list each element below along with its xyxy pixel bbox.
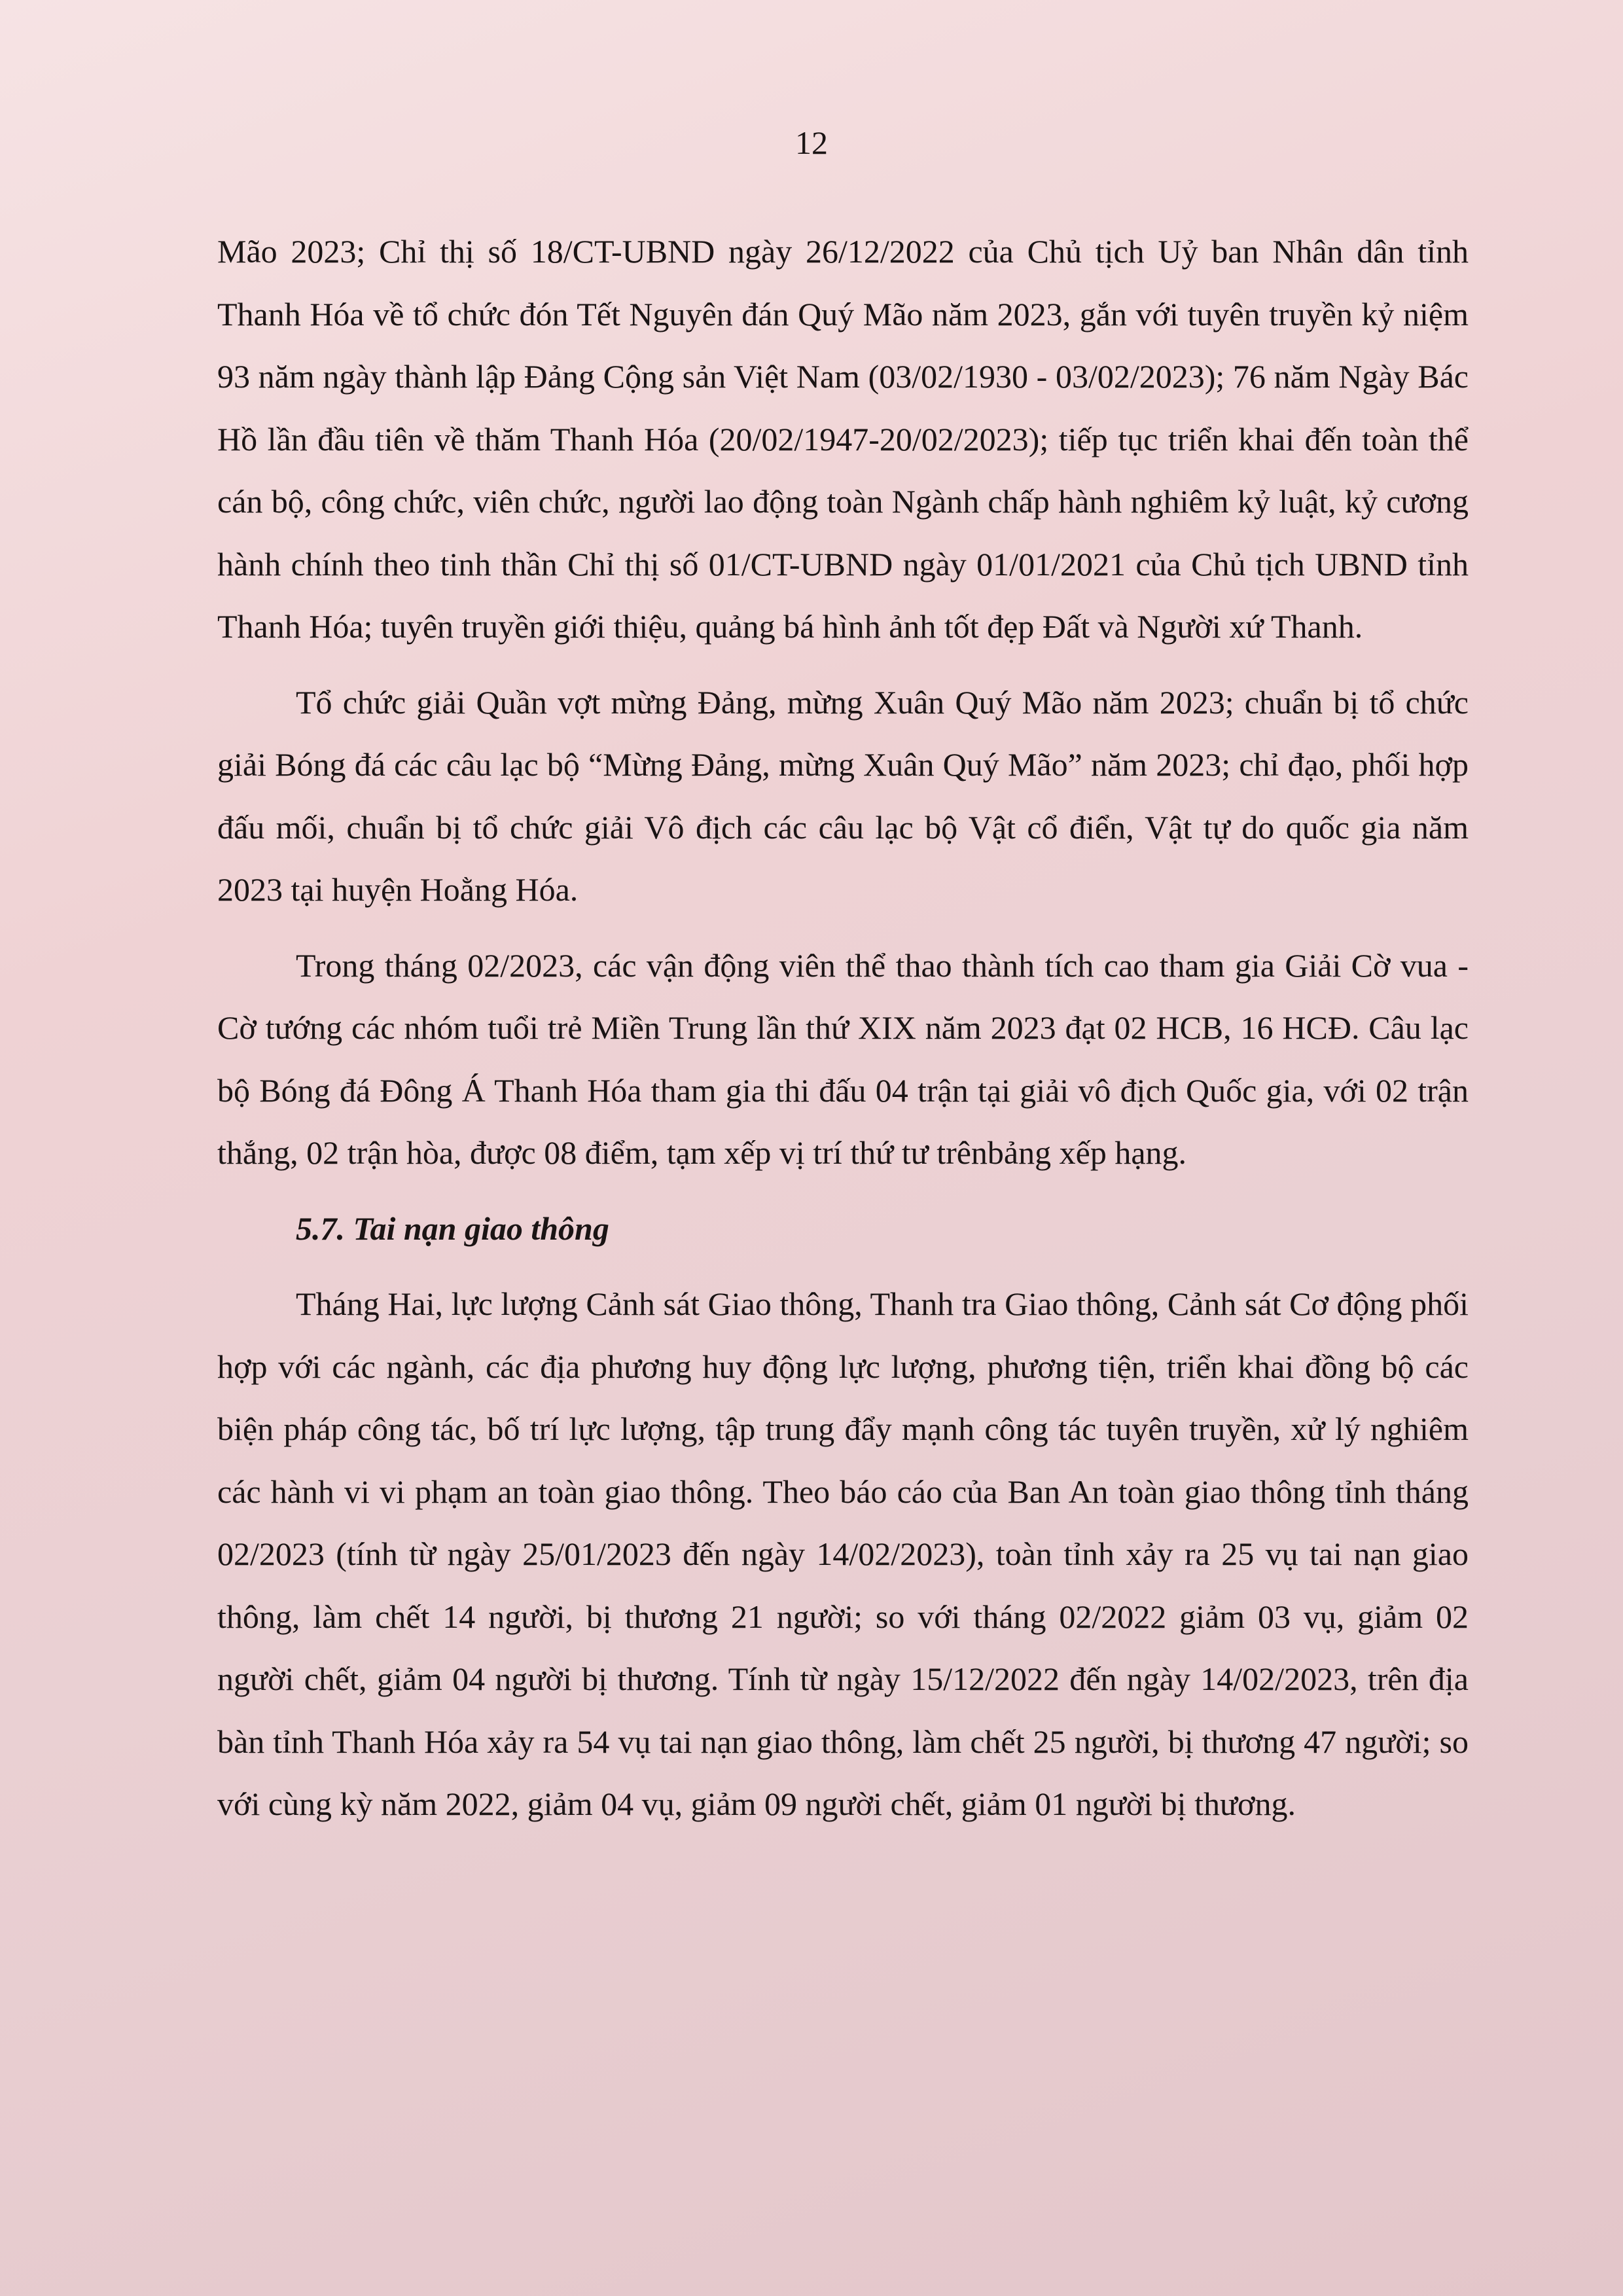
paragraph-sports-events: Tổ chức giải Quần vợt mừng Đảng, mừng Xuân Quý Mão năm 2023; chuẩn bị tổ chức giải Bóng đá các câu lạc bộ “Mừng Đảng, mừng Xuân Quý Mão” năm 2023; chỉ đạo, phối hợp đấu mối, chuẩn bị tổ chức giải Vô địch các câu lạc bộ Vật cổ điển, Vật tự do quốc gia năm 2023 tại huyện Hoằng Hóa. [217,683,1469,908]
page-number: 12 [795,124,828,161]
paragraph-continuation: Mão 2023; Chỉ thị số 18/CT-UBND ngày 26/12/2022 của Chủ tịch Uỷ ban Nhân dân tỉnh Thanh Hóa về tổ chức đón Tết Nguyên đán Quý Mão năm 2023, gắn với tuyên truyền kỷ niệm 93 năm ngày thành lập Đảng Cộng sản Việt Nam (03/02/1930 - 03/02/2023); 76 năm Ngày Bác Hồ lần đầu tiên về thăm Thanh Hóa (20/02/1947-20/02/2023); tiếp tục triển khai đến toàn thể cán bộ, công chức, viên chức, người lao động toàn Ngành chấp hành nghiêm kỷ luật, kỷ cương hành chính theo tinh thần Chỉ thị số 01/CT-UBND ngày 01/01/2021 của Chủ tịch UBND tỉnh Thanh Hóa; tuyên truyền giới thiệu, quảng bá hình ảnh tốt đẹp Đất và Người xứ Thanh. [217,233,1469,645]
paragraph-traffic-accidents: Tháng Hai, lực lượng Cảnh sát Giao thông, Thanh tra Giao thông, Cảnh sát Cơ động phối hợp với các ngành, các địa phương huy động lực lượng, phương tiện, triển khai đồng bộ các biện pháp công tác, bố trí lực lượng, tập trung đẩy mạnh công tác tuyên truyền, xử lý nghiêm các hành vi vi phạm an toàn giao thông. Theo báo cáo của Ban An toàn giao thông tỉnh tháng 02/2023 (tính từ ngày 25/01/2023 đến ngày 14/02/2023), toàn tỉnh xảy ra 25 vụ tai nạn giao thông, làm chết 14 người, bị thương 21 người; so với tháng 02/2022 giảm 03 vụ, giảm 02 người chết, giảm 04 người bị thương. Tính từ ngày 15/12/2022 đến ngày 14/02/2023, trên địa bàn tỉnh Thanh Hóa xảy ra 54 vụ tai nạn giao thông, làm chết 25 người, bị thương 47 người; so với cùng kỳ năm 2022, giảm 04 vụ, giảm 09 người chết, giảm 01 người bị thương. [217,1285,1469,1822]
document-body [217,221,1469,1849]
paragraph-sports-results: Trong tháng 02/2023, các vận động viên thể thao thành tích cao tham gia Giải Cờ vua - Cờ tướng các nhóm tuổi trẻ Miền Trung lần thứ XIX năm 2023 đạt 02 HCB, 16 HCĐ. Câu lạc bộ Bóng đá Đông Á Thanh Hóa tham gia thi đấu 04 trận tại giải vô địch Quốc gia, với 02 trận thắng, 02 trận hòa, được 08 điểm, tạm xếp vị trí thứ tư trênbảng xếp hạng. [217,946,1469,1171]
section-heading: 5.7. Tai nạn giao thông [296,1210,609,1247]
